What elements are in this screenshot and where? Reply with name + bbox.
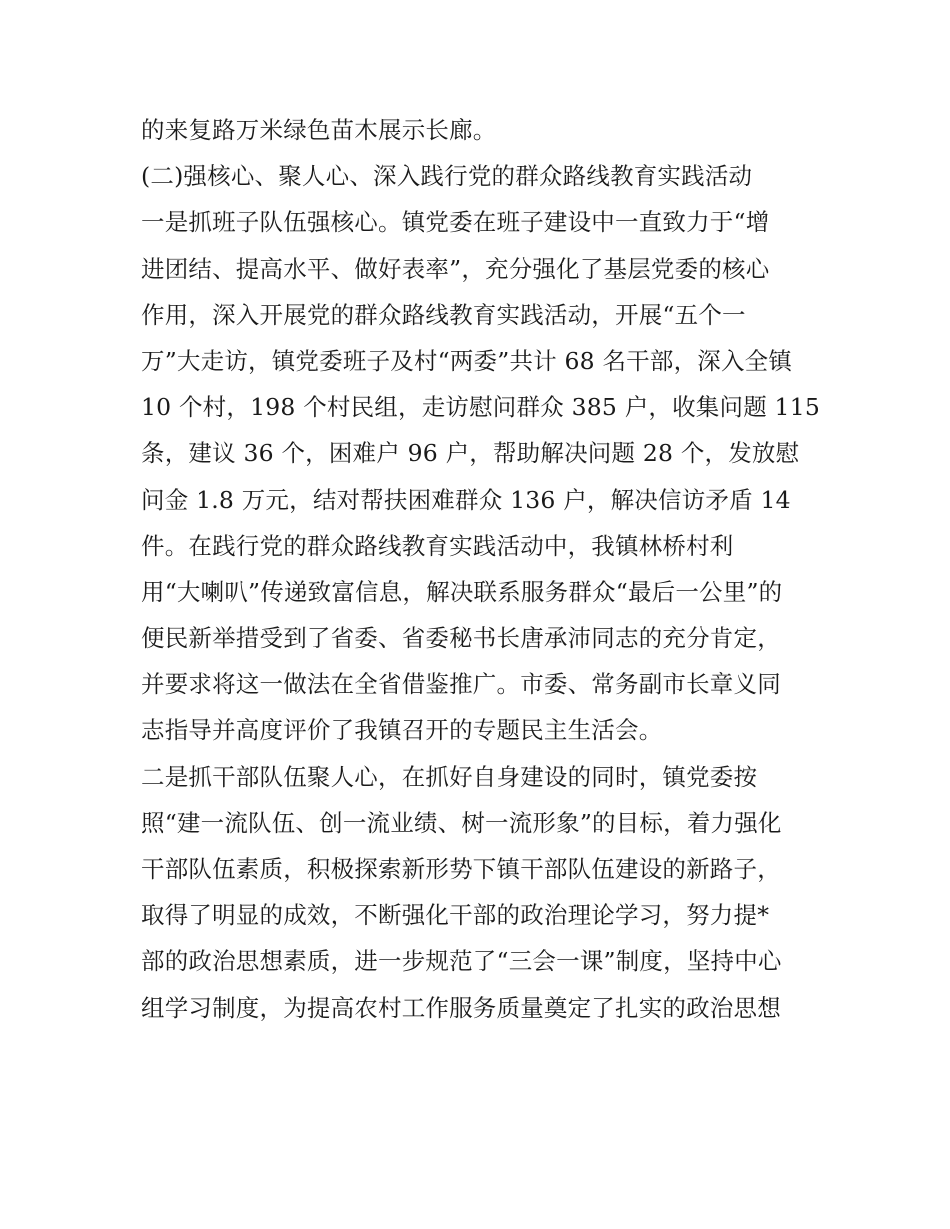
text-line: 10 个村，198 个村民组，走访慰问群众 385 户，收集问题 115 — [141, 393, 821, 422]
text-line: 进团结、提高水平、做好表率”，充分强化了基层党委的核心 — [141, 254, 770, 283]
text-line: 照“建一流队伍、创一流业绩、树一流形象”的目标，着力强化 — [141, 808, 782, 837]
text-line: 干部队伍素质，积极探索新形势下镇干部队伍建设的新路子， — [141, 855, 781, 883]
section-heading: (二)强核心、聚人心、深入践行党的群众路线教育实践活动 — [141, 162, 753, 191]
text-line: 的来复路万米绿色苗木展示长廊。 — [141, 116, 497, 144]
text-line: 作用，深入开展党的群众路线教育实践活动，开展“五个一 — [141, 300, 746, 329]
text-line: 条，建议 36 个，困难户 96 户，帮助解决问题 28 个，发放慰 — [141, 439, 800, 468]
text-line: 一是抓班子队伍强核心。镇党委在班子建设中一直致力于“增 — [141, 208, 770, 237]
text-line: 志指导并高度评价了我镇召开的专题民主生活会。 — [141, 716, 663, 745]
body-text — [141, 107, 821, 1031]
text-line: 万”大走访，镇党委班子及村“两委”共计 68 名干部，深入全镇 — [141, 346, 793, 375]
text-line: 件。在践行党的群众路线教育实践活动中，我镇林桥村利 — [141, 531, 734, 560]
text-line: 二是抓干部队伍聚人心，在抓好自身建设的同时，镇党委按 — [141, 762, 758, 791]
text-line: 用“大喇叭”传递致富信息，解决联系服务群众“最后一公里”的 — [141, 577, 783, 606]
text-line: 便民新举措受到了省委、省委秘书长唐承沛同志的充分肯定， — [141, 624, 781, 653]
text-line: 问金 1.8 万元，结对帮扶困难群众 136 户，解决信访矛盾 14 — [141, 485, 791, 514]
text-line: 取得了明显的成效，不断强化干部的政治理论学习，努力提* — [141, 901, 770, 930]
text-line: 部的政治思想素质，进一步规范了“三会一课”制度，坚持中心 — [141, 947, 782, 976]
text-line: 并要求将这一做法在全省借鉴推广。市委、常务副市长章义同 — [141, 670, 781, 699]
text-line: 组学习制度，为提高农村工作服务质量奠定了扎实的政治思想 — [141, 993, 781, 1022]
